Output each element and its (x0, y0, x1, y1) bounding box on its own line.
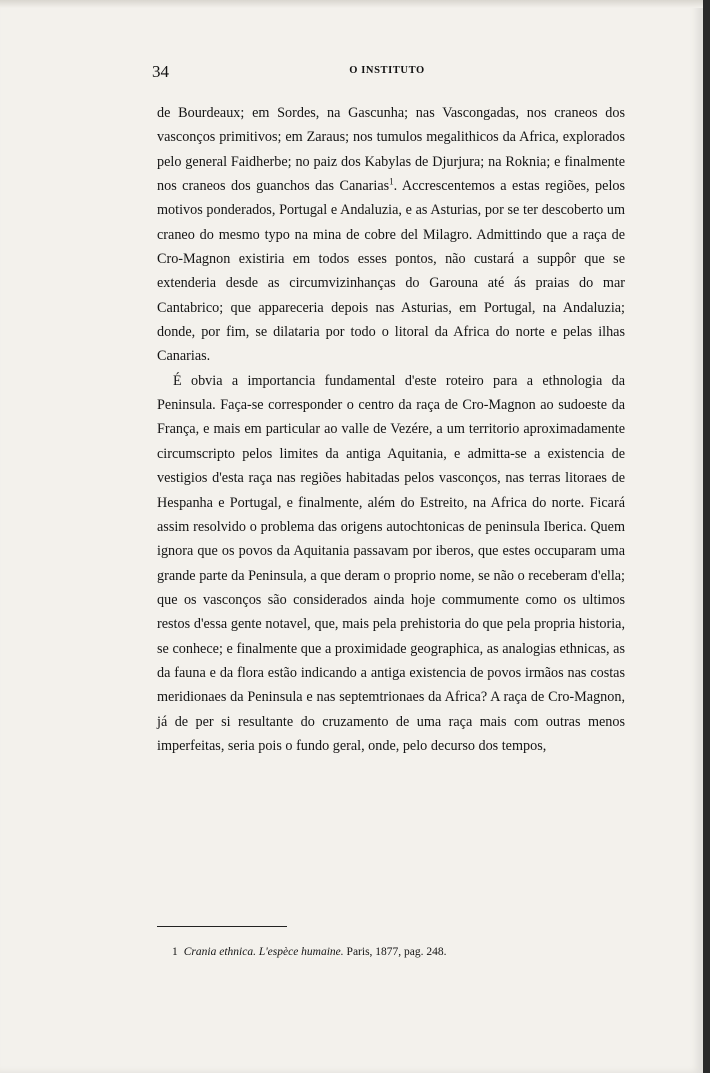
paragraph-2: É obvia a importancia fundamental d'este roteiro para a ethnologia da Peninsula. Faça-se corresponder o centro da raça de Cro-Magnon ao sudoeste da França, e mais em particular ao valle de Vezére, a um territorio aproximadamente circumscripto pelos limites da antiga Aquitania, e admitta-se a existencia de vestigios d'esta raça nas regiões habitadas pelos vasconços, nas terras litoraes de Hespanha e Portugal, e finalmente, além do Estreito, na Africa do norte. Ficará assim resolvido o problema das origens autochtonicas de peninsula Iberica. Quem ignora que os povos da Aquitania passavam por iberos, que estes occuparam uma grande parte da Peninsula, a que deram o proprio nome, se não o receberam d'ella; que os vasconços são considerados ainda hoje commumente como os ultimos restos d'essa gente notavel, que, mais pela prehistoria do que pela propria historia, se conhece; e finalmente que a proximidade geographica, as analogias ethnicas, as da fauna e da flora estão indicando a antiga existencia de povos irmãos nas costas meridionaes da Peninsula e nas septemtrionaes da Africa? A raça de Cro-Magnon, já de per si resultante do cruzamento de uma raça mais com outras menos imperfeitas, seria pois o fundo geral, onde, pelo decurso dos tempos, (157, 372, 625, 754)
running-title: O INSTITUTO (349, 65, 425, 76)
paragraph-1-continuation: . Accrescentemos a estas regiões, pelos motivos ponderados, Portugal e Andaluzia, e as Asturias, por se ter descoberto um craneo do mesmo typo na mina de cobre del Milagro. Admittindo que a raça de Cro-Magnon existiria em todos esses pontos, não custará a suppôr que se extenderia desde as circumvizinhanças do Garouna até ás praias do mar Cantabrico; que appareceria depois nas Asturias, em Portugal, na Andaluzia; donde, por fim, se dilataria por todo o litoral da Africa do norte e pelas ilhas Canarias. (157, 178, 625, 365)
footnote-title: Crania ethnica. L'espèce humaine. (183, 946, 344, 958)
footnote-divider (157, 926, 287, 927)
footnote (172, 946, 622, 958)
paragraph-1 (157, 101, 625, 369)
page-top-edge (0, 0, 703, 8)
footnote-citation: Paris, 1877, pag. 248. (343, 946, 447, 958)
page-number: 34 (152, 62, 169, 81)
footnote-reference[interactable]: 1 (389, 176, 394, 187)
footnote-number: 1 (172, 946, 178, 958)
body-text (157, 101, 625, 758)
paragraph-1-text: de Bourdeaux; em Sordes, na Gascunha; nas Vascongadas, nos craneos dos vasconços primitivos; em Zaraus; nos tumulos megalithicos da Africa, explorados pelo general Faidherbe; no paiz dos Kabylas de Djurjura; na Roknia; e finalmente nos craneos dos guanchos das Canarias (157, 105, 625, 195)
page-header (148, 62, 626, 86)
